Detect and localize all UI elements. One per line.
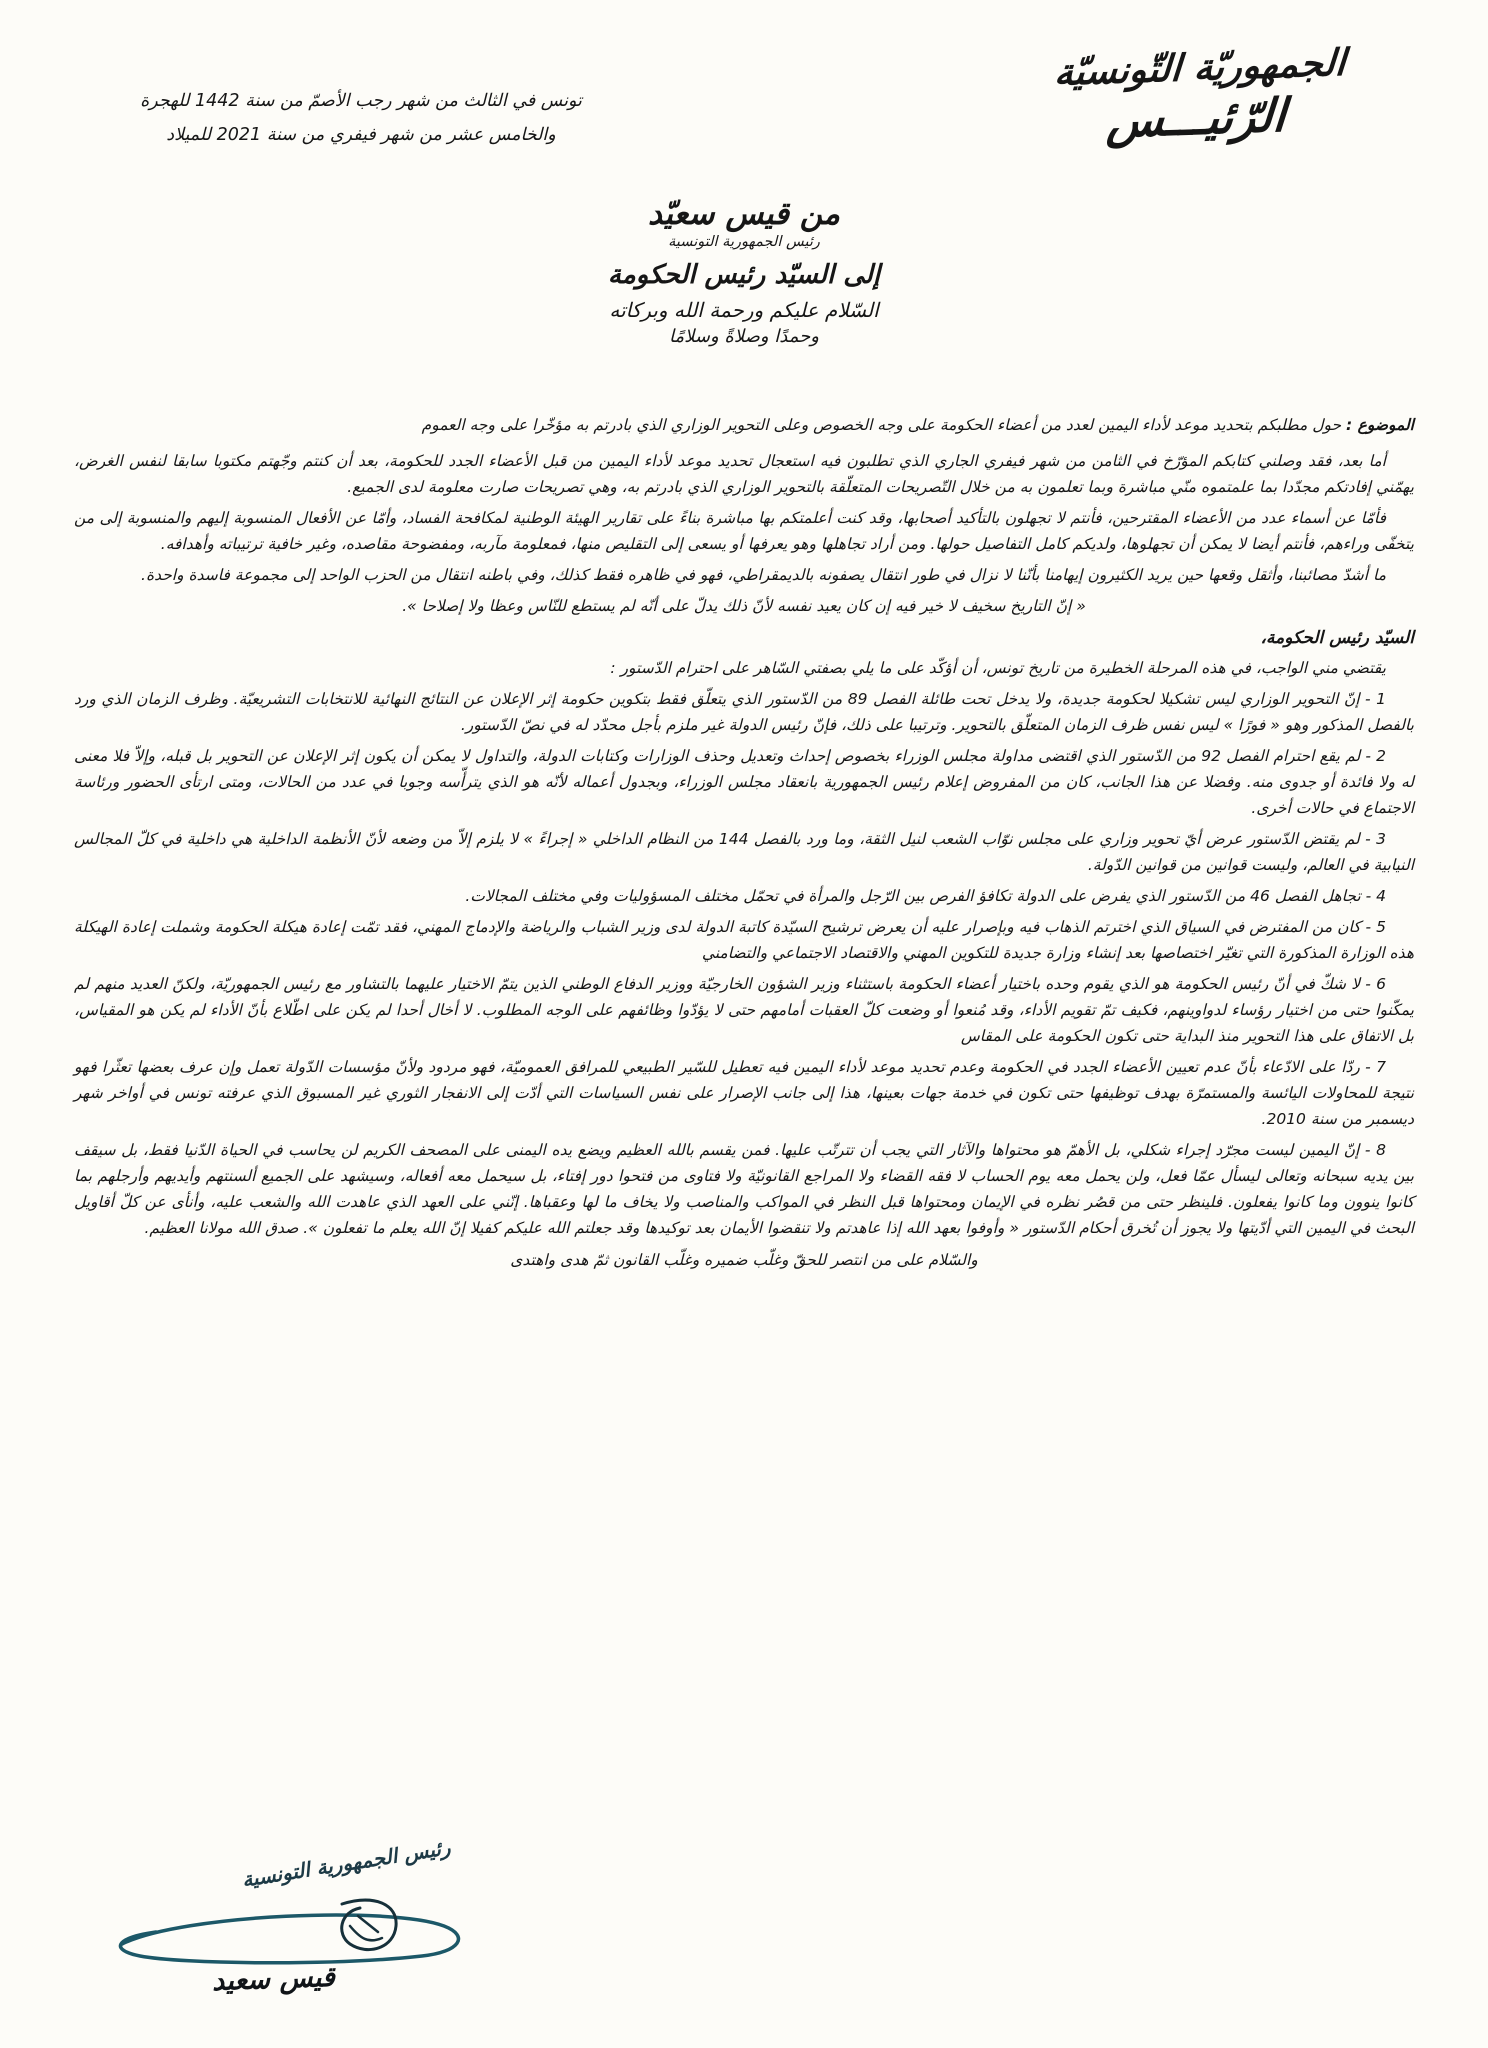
signature-title: رئيس الجمهورية التونسية <box>240 1835 452 1892</box>
paragraph-duty: يقتضي مني الواجب، في هذه المرحلة الخطيرة من تاريخ تونس، أن أؤكّد على ما يلي بصفتي السّاهر على احترام الدّستور : <box>610 659 1386 677</box>
letterhead <box>1014 40 1382 152</box>
address-block <box>424 196 1064 347</box>
date-block <box>96 84 626 152</box>
point-6: 6 - لا شكّ في أنّ رئيس الحكومة هو الذي يقوم وحده باختيار أعضاء الحكومة باستثناء وزير الشؤون الخارجيّة ووزير الدفاع الوطني الذين يتمّ الاختيار عليهما بالتشاور مع رئيس الجمهوريّة، ولكنّ العديد منهم لم يمكّنوا حتى من اختيار رؤساء لدواوينهم، فكيف تمّ تقويم الأداء، وقد مُنعوا أو وضعت كلّ العقبات أمامهم حتى لا يؤدّوا وظائفهم على الوجه المطلوب. لا أخال أحدا لم يكن على اطّلاع بأنّ الأداء لم يكن هو المقياس، بل الاتفاق على هذا التحوير منذ البداية حتى تكون الحكومة على المقاس <box>74 975 1414 1045</box>
paragraph-intro: أما بعد، فقد وصلني كتابكم المؤرّخ في الثامن من شهر فيفري الجاري الذي تطلبون فيه استعجال تحديد موعد لأداء اليمين من قبل الأعضاء الجدد للحكومة، بعد أن كنتم وجّهتم مكتوبا سابقا لنفس الغرض، يهمّني إفادتكم مجدّدا بما علمتموه منّي مباشرة وبما تعلمون به من خلال التّصريحات المتعلّقة بالتحوير الوزاري الذي بادرتم به، وهي تصريحات صارت معلومة لدى الجميع. <box>74 452 1414 496</box>
paragraph-names: فأمّا عن أسماء عدد من الأعضاء المقترحين، فأنتم لا تجهلون بالتأكيد أصحابها، وقد كنت أعلمتكم بها مباشرة بناءً على تقارير الهيئة الوطنية لمكافحة الفساد، وأمّا عن الأفعال المنسوبة إليهم والمنسوبة إلى من يتخفّى وراءهم، فأنتم أيضا لا يمكن أن تجهلوها، ولديكم كامل التفاصيل حولها. ومن أراد تجاهلها وهو يعرفها أو يسعى إلى التقليص منها، فمعلومة مآربه، ومفضوحة مقاصده، وغير خافية ترتيباته وأهدافه. <box>74 509 1414 553</box>
subject-label: الموضوع : <box>1345 416 1414 434</box>
point-5: 5 - كان من المفترض في السياق الذي اخترتم الذهاب فيه وبإصرار عليه أن يعرض ترشيح السيّدة كاتبة الدولة لدى وزير الشباب والرياضة والإدماج المهني، فقد تمّت إعادة هيكلة الحكومة وشملت إعادة الهيكلة هذه الوزارة المذكورة التي تغيّر اختصاصها بعد إنشاء وزارة جديدة للتكوين المهني والاقتصاد الاجتماعي والتضامني <box>74 918 1414 962</box>
subject-line <box>74 412 1414 438</box>
sender-name: من قيس سعيّد <box>647 196 841 232</box>
date-line-hijri: تونس في الثالث من شهر رجب الأصمّ من سنة 1442 للهجرة <box>140 91 582 111</box>
paragraph-history-quote: « إنّ التاريخ سخيف لا خير فيه إن كان يعيد نفسه لأنّ ذلك يدلّ على أنّه لم يستطع للنّاس وعظا ولا إصلاحا ». <box>402 597 1086 615</box>
recipient: إلى السيّد رئيس الحكومة <box>607 260 881 290</box>
paragraph-transition: ما أشدّ مصائبنا، وأثقل وقعها حين يريد الكثيرون إيهامنا بأنّنا لا نزال في طور انتقال يصفونه بالديمقراطي، فهو في ظاهره فقط كذلك، وفي باطنه انتقال من الحزب الواحد إلى مجموعة فاسدة واحدة. <box>141 566 1386 584</box>
point-4: 4 - تجاهل الفصل 46 من الدّستور الذي يفرض على الدولة تكافؤ الفرص بين الرّجل والمرأة في تحمّل مختلف المسؤوليات وفي مختلف المجالات. <box>465 887 1386 905</box>
point-3: 3 - لم يقتض الدّستور عرض أيّ تحوير وزاري على مجلس نوّاب الشعب لنيل الثقة، وما ورد بالفصل 144 من النظام الداخلي « إجراءً » لا يلزم إلاّ من وضعه لأنّ الأنظمة الداخلية هي داخلية في كلّ المجالس النيابية في العالم، وليست قوانين من قوانين الدّولة. <box>74 830 1414 874</box>
paragraph-addressee: السيّد رئيس الحكومة، <box>1260 628 1414 648</box>
point-7: 7 - ردّا على الادّعاء بأنّ عدم تعيين الأعضاء الجدد في الحكومة وعدم تحديد موعد لأداء اليمين فيه تعطيل للسّير الطبيعي للمرافق العموميّة، فهو مردود ولأنّ مؤسسات الدّولة تعمل وإن عرف بعضها تعثّرا فهو نتيجة للمحاولات اليائسة والمستمرّة بهدف توظيفها حتى تكون في خدمة جهات بعينها، هذا إلى جانب الإصرار على نفس السياسات التي أدّت إلى الانفجار الثوري غير المسبوق الذي عرفته تونس في أواخر شهر ديسمبر من سنة 2010. <box>74 1058 1414 1128</box>
salutation-line2: وحمدًا وصلاةً وسلامًا <box>669 326 819 347</box>
date-line-gregorian: والخامس عشر من شهر فيفري من سنة 2021 للميلاد <box>166 125 556 146</box>
subject-text: حول مطلبكم بتحديد موعد لأداء اليمين لعدد من أعضاء الحكومة على وجه الخصوص وعلى التحوير الوزاري الذي بادرتم به مؤخّرا على وجه العموم <box>421 416 1342 434</box>
point-1: 1 - إنّ التحوير الوزاري ليس تشكيلا لحكومة جديدة، ولا يدخل تحت طائلة الفصل 89 من الدّستور الذي يتعلّق فقط بتكوين حكومة إثر الإعلان عن النتائج النهائية للانتخابات التشريعيّة. وظرف الزمان الذي ورد بالفصل المذكور وهو « فورًا » ليس نفس ظرف الزمان المتعلّق بالتحوير. وترتيبا على ذلك، فإنّ رئيس الدولة غير ملزم بأجل محدّد له في نصّ الدّستور. <box>74 690 1414 734</box>
letterhead-office: الرّئيـــس <box>1105 87 1288 149</box>
sender-title: رئيس الجمهورية التونسية <box>668 234 820 250</box>
signature-block <box>92 1835 522 2030</box>
letterhead-country: الجمهوريّة التّونسيّة <box>1052 40 1347 95</box>
salutation-line1: السّلام عليكم ورحمة الله وبركاته <box>609 298 879 322</box>
letter-body <box>74 412 1414 1278</box>
point-8: 8 - إنّ اليمين ليست مجرّد إجراء شكلي، بل الأهمّ هو محتواها والآثار التي يجب أن تترتّب عليها. فمن يقسم بالله العظيم ويضع يده اليمنى على المصحف الكريم لن يحاسب في الحياة الدّنيا فقط، بل سيقف بين يديه سبحانه وتعالى ليسأل عمّا فعل، ولن يحمل معه يوم الحساب لا فقه القضاء ولا المراجع القانونيّة ولا فتاوى من فتحوا دور إفتاء، بل سيحمل معه أفعاله، وسيشهد على الجميع ألسنتهم وأيديهم وأرجلهم بما كانوا ينوون وما كانوا يفعلون. فلينظر حتى من قصُر نظره في الإيمان ومحتواها قبل النظر في المواكب والمناصب ولا يخاف ما لها وعقباها. إنّني على العهد الذي عاهدت الله والشعب عليه، وأنأى عن كلّ أقاويل البحث في اليمين التي أدّيتها ولا يجوز أن تُخرق أحكام الدّستور « وأوفوا بعهد الله إذا عاهدتم ولا تنقضوا الأيمان بعد توكيدها وقد جعلتم الله عليكم كفيلا إنّ الله يعلم ما تفعلون ». صدق الله مولانا العظيم. <box>74 1141 1414 1237</box>
signature-name: قيس سعيد <box>211 1961 336 1998</box>
point-2: 2 - لم يقع احترام الفصل 92 من الدّستور الذي اقتضى مداولة مجلس الوزراء بخصوص إحداث وتعديل وحذف الوزارات وكتابات الدولة، والتداول لا يمكن أن يكون إثر الإعلان عن التحوير بل قبله، وإلاّ فلا معنى له ولا فائدة أو جدوى منه. وفضلا عن هذا الجانب، كان من المفروض إعلام رئيس الجمهورية بانعقاد مجلس الوزراء، وبجدول أعماله لأنّه هو الذي يترأّسه وجوبا في عدد من الحالات، ومتى ارتأى الحضور ورئاسة الاجتماع في حالات أخرى. <box>74 747 1414 817</box>
closing-salam: والسّلام على من انتصر للحقّ وغلّب ضميره وغلّب القانون ثمّ هدى واهتدى <box>510 1251 978 1269</box>
